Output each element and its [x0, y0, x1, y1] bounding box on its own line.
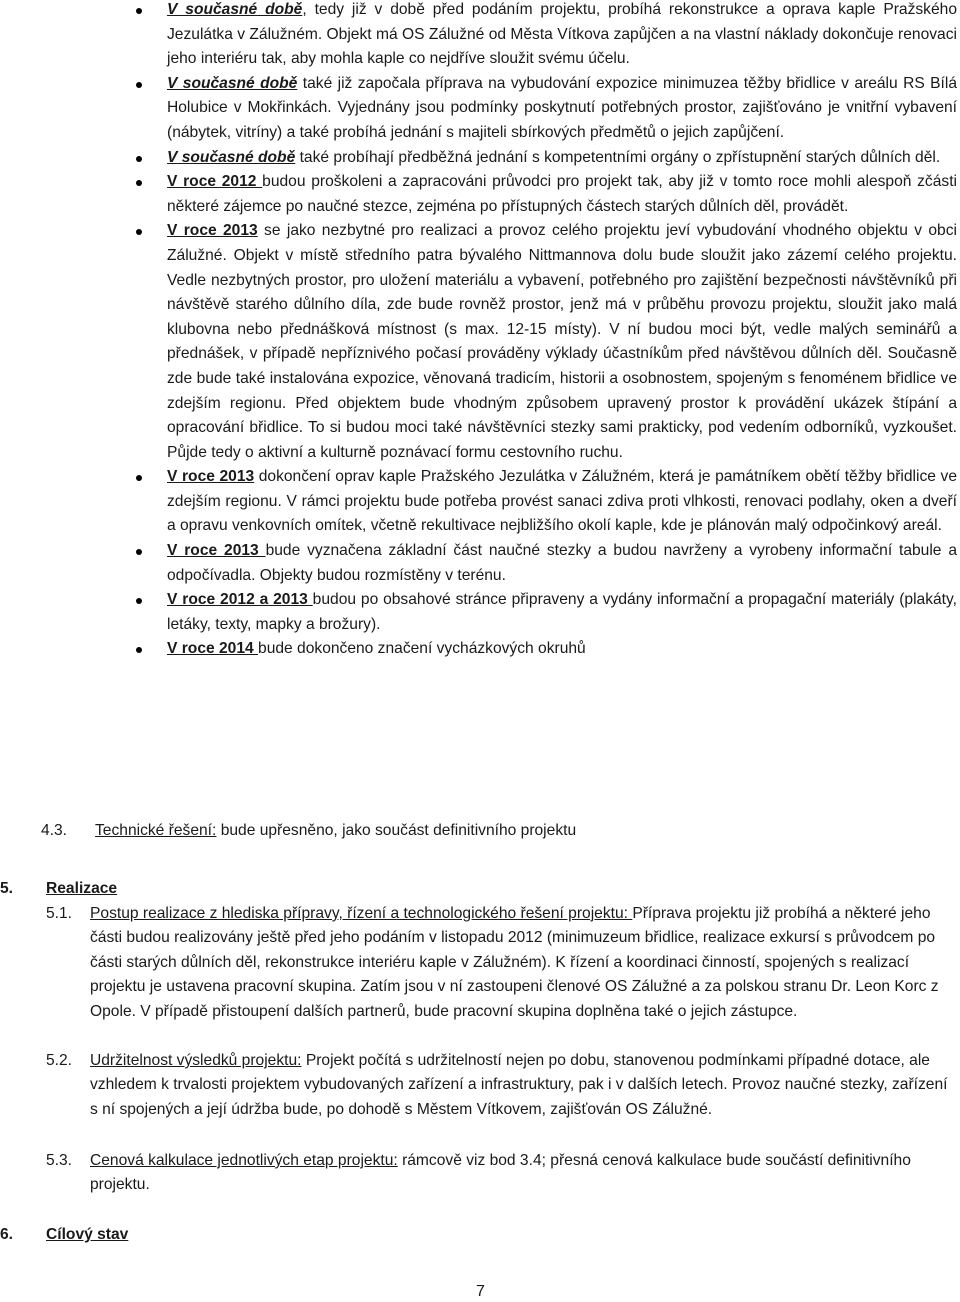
bullet-icon [136, 229, 142, 235]
section-title: Postup realizace z hlediska přípravy, řízení a technologického řešení projektu: [90, 905, 633, 922]
bullet-icon [136, 647, 142, 653]
section-number: 4.3. [41, 822, 68, 839]
list-item [0, 588, 960, 637]
list-item [0, 72, 960, 146]
list-item-lead: V roce 2013 [167, 222, 258, 240]
section-5-2 [46, 1049, 958, 1122]
list-item-lead: V současné době [167, 74, 298, 92]
list-item-lead: V roce 2013 [167, 468, 255, 486]
list-item-text: také již započala příprava na vybudování expozice minimuzea těžby břidlice v areálu RS Bílá Holubice v Mokřinkách. Vyjednány jsou podmínky poskytnutí potřebných prostor, zajišťováno je vnitřní vybavení (nábytek, vitríny) a také probíhá jednání s majiteli sbírkových předmětů o jejich zapůjčení. [167, 74, 957, 141]
section-5-1 [46, 902, 958, 1024]
heading-cilovy-stav [0, 1223, 128, 1247]
list-item [0, 146, 960, 171]
list-item-lead: V roce 2012 [167, 173, 263, 191]
list-item [0, 219, 960, 465]
list-item-text: , tedy již v době před podáním projektu, probíhá rekonstrukce a oprava kaple Pražského Jezulátka v Zálužném. Objekt má OS Zálužné od Města Vítkova zapůjčen a na vlastní náklady dokončuje renovaci jeho interiéru tak, aby mohla kaple co nejdříve sloužit svému účelu. [167, 1, 957, 68]
list-item-text: budou po obsahové stránce připraveny a vydány informační a propagační materiály (plakáty, letáky, texty, mapky a brožury). [167, 591, 957, 633]
section-title: Udržitelnost výsledků projektu: [90, 1052, 302, 1069]
list-item [0, 539, 960, 588]
list-item-text: také probíhají předběžná jednání s kompetentními orgány o zpřístupnění starých důlních děl. [295, 148, 941, 166]
section-text: bude upřesněno, jako součást definitivního projektu [216, 822, 577, 839]
section-title: Cenová kalkulace jednotlivých etap projektu: [90, 1152, 398, 1169]
page-number: 7 [476, 1283, 485, 1300]
list-item-lead: V roce 2014 [167, 640, 259, 658]
section-4-3 [41, 818, 576, 844]
list-item [0, 170, 960, 219]
bullet-icon [136, 549, 142, 555]
bullet-icon [136, 82, 142, 88]
heading-title: Cílový stav [46, 1226, 129, 1243]
list-item [0, 637, 960, 662]
list-item-text: bude dokončeno značení vycházkových okruhů [258, 640, 586, 658]
list-item-text: budou proškoleni a zapracováni průvodci pro projekt tak, aby již v tomto roce mohli alespoň zčásti některé zájemce po naučné stezce, zejména po přístupných částech starých důlních děl, provádět. [167, 173, 957, 215]
heading-realizace [0, 877, 117, 901]
list-item [0, 465, 960, 539]
bullet-icon [136, 180, 142, 186]
list-item-lead: V současné době [167, 148, 296, 166]
section-number: 5.2. [46, 1052, 73, 1069]
section-number: 5.1. [46, 905, 73, 922]
heading-number: 5. [0, 880, 14, 897]
list-item-lead: V současné době [167, 1, 303, 18]
list-item [0, 0, 960, 72]
section-text: Příprava projektu již probíhá a některé jeho části budou realizovány ještě před jeho podáním v listopadu 2012 (minimuzeum břidlice, realizace exkursí s průvodcem po části starých důlních děl, rekonstrukce interiéru kaple v Zálužném). K řízení a koordinaci činností, spojených s realizací projektu je ustavena pracovní skupina. Zatím jsou v ní zastoupeni členové OS Zálužné a za polskou stranu Dr. Leon Korc z Opole. V případě přistoupení dalších partnerů, bude pracovní skupina doplněna také o jejich zástupce. [90, 905, 939, 1020]
list-item-text: se jako nezbytné pro realizaci a provoz celého projektu jeví vybudování vhodného objektu v obci Zálužné. Objekt v místě středního patra bývalého Nittmannova dolu bude sloužit jako zázemí celého projektu. Vedle nezbytných prostor, pro uložení materiálu a vybavení, potřebného pro zajištění bezpečnosti návštěvníků při návštěvě starého důlního díla, zde bude rovněž prostor, jenž má v průběhu provozu projektu, sloužit jako malá klubovna nebo přednášková místnost (s max. 12-15 místy). V ní budou moci být, vedle malých seminářů a přednášek, v případě nepříznivého počasí prováděny výklady účastníkům před návštěvou důlních děl. Současně zde bude také instalována expozice, věnovaná tradicím, historii a osobnostem, spojeným s fenoménem břidlice ve zdejším regionu. Před objektem bude vhodným způsobem upravený prostor k provádění ukázek štípání a opracování břidlice. To si budou moci také návštěvníci stezky sami prakticky, pod vedením odborníků, vyzkoušet. Půjde tedy o aktivní a kulturně poznávací formu cestovního ruchu. [167, 222, 957, 461]
bullet-icon [136, 8, 142, 14]
bullet-icon [136, 475, 142, 481]
section-text: rámcově viz bod 3.4; přesná cenová kalkulace bude součástí definitivního projektu. [90, 1152, 911, 1194]
section-text: Projekt počítá s udržitelností nejen po dobu, stanovenou podmínkami případné dotace, ale vzhledem k trvalosti projektem vybudovaných zařízení a infrastruktury, pak i v dalších letech. Provoz naučné stezky, zařízení s ní spojených a její údržba bude, po dohodě s Městem Vítkovem, zajišťován OS Zálužné. [90, 1052, 948, 1118]
bullet-icon [136, 156, 142, 162]
list-item-text: dokončení oprav kaple Pražského Jezulátka v Zálužném, která je památníkem obětí těžby břidlice ve zdejším regionu. V rámci projektu bude potřeba provést sanaci zdiva proti vlhkosti, renovaci podlahy, oken a dveří a opravu venkovních omítek, včetně rekultivace nejbližšího okolí kaple, kde je plánován malý odpočinkový areál. [167, 468, 957, 535]
section-title: Technické řešení: [95, 822, 217, 839]
list-item-text: bude vyznačena základní část naučné stezky a budou navrženy a vyrobeny informační tabule a odpočívadla. Objekty budou rozmístěny v terénu. [167, 542, 957, 584]
section-5-3 [46, 1149, 958, 1198]
list-item-lead: V roce 2013 [167, 542, 266, 560]
bullet-icon [136, 598, 142, 604]
heading-number: 6. [0, 1226, 14, 1243]
section-number: 5.3. [46, 1152, 73, 1169]
list-item-lead: V roce 2012 a 2013 [167, 591, 313, 609]
heading-title: Realizace [46, 880, 118, 897]
